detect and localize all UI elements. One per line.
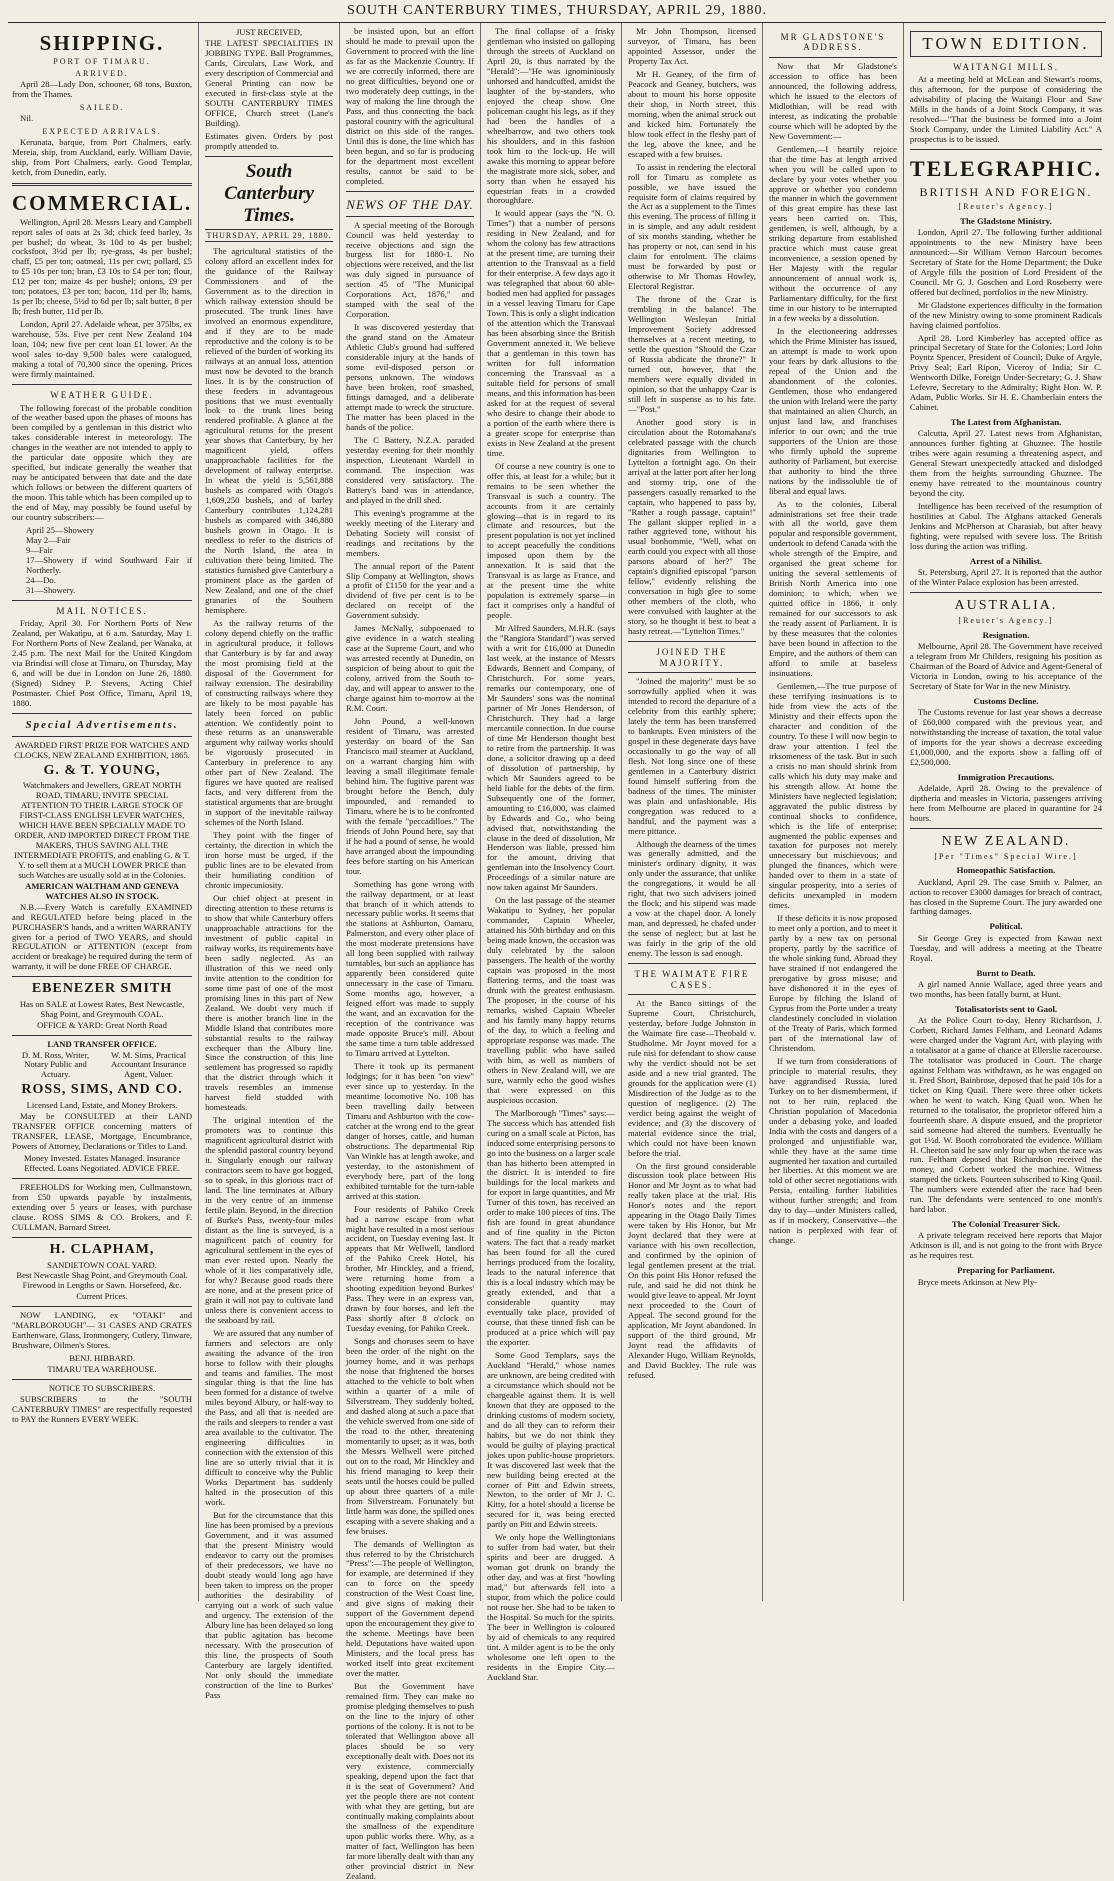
special-ads-heading: Special Advertisements. xyxy=(25,719,179,732)
news-paragraph: The final collapse of a frisky gentleman who insisted on galloping through the streets of Auckland on April 20, is thus narrated by the "Herald":—"He was ignominiously unhorsed and handcuffed, amidst the laughter of the by-standers, who enjoyed the cheap show. One policeman caught his legs, as if they had been the handles of a wheelbarrow, and two others took his shoulders, and in this fashion took him to the lock-up. He will awake this morning to appear before the magistrate more sick, sober, and sorry than when he essayed his equestrian feats in a crowded thoroughfare. xyxy=(487,26,615,206)
port-heading: PORT OF TIMARU. xyxy=(53,57,151,67)
parliament-text: Bryce meets Atkinson at New Ply- xyxy=(917,1276,1038,1287)
divider xyxy=(12,1237,192,1238)
commercial-text: Wellington, April 28. Messrs Leary and Campbell report sales of oats at 2s 3d; chick feed barley, 3s per bushel; do wheat, 3s 10d to 4s per bushel; cocksfoot, 3½d per lb; rye-grass, 4s per bushel; chaff, £5 per ton; oatmeal, 11s per cwt; pollard, £5 to £5 10s per ton; bran, £3 10s to £4 per ton; flour, £12 per ton; maize 4s per bushel; onions, £9 per ton; potatoes, £3 per ton; bacon, 11d per lb; hams, 1s per lb; cheese, 5½d to 6d per lb; salt butter, 8 per lb; fresh butter, 11d per lb. xyxy=(12,216,193,317)
clapham-ad-name: H. CLAPHAM, xyxy=(49,1242,155,1258)
news-paragraph: To assist in rendering the electoral roll for Timaru as complete as possible, we have issued the requisite form of claims required by the Act as a supplement to the Times this evening. The process of filling it in is simple, and any adult resident of six months standing, whether he has property or not, can send in his claim for enrolment. The claims must be forwarded by post or otherwise to Mr Thomas Howley, Electoral Registrar. xyxy=(627,161,756,292)
joined-majority-text: "Joined the majority" must be so sorrowfully applied when it was intended to record the departure of a celebrity from this earthly sphere; lately the term has been transferred to bankrupts. Even ministers of the gospel in these degenerate days have occasionally to go the way of all flesh. Not long since one of these gentlemen in a Canterbury district found himself suffering from the badness of the times. The minister was plain and unfashionable. His congregation was reduced to a handful, and the payment was a mere pittance. xyxy=(627,676,756,836)
waitangi-heading: WAITANGI MILLS. xyxy=(953,61,1059,72)
editorial-continued: be insisted upon, but an effort should be made to prevail upon the Government to proceed with the line as far as the Mackenzie Country. If we are correctly informed, there are no great difficulties, beyond one or two moderately deep cuttings, in the way of making the line through the Pass, and thus connecting the back pastoral country with the agricultural district on this side of the ranges. Until this is done, the line which has been begun, and so far is producing for the department most excellent results, cannot be said to be completed. xyxy=(346,26,475,186)
divider xyxy=(346,191,474,192)
joined-majority-text: Although the dearness of the times was generally admitted, and the minister's ordinary dignity, it was only under the assurance, that unlike the congregations, it would be all right, that two such advisers joined the flock; and his stipend was made a vow at the chapel door. A lonely man, and depressed, he chafed under the sense of neglect; but at last he was fairly in the grip of the old enemy. The lesson is sad enough. xyxy=(627,838,756,959)
weather-item: May 2—Fair xyxy=(26,535,71,546)
ministry-heading: The Gladstone Ministry. xyxy=(960,215,1052,226)
editorial-paragraph: They point with the finger of certainty, the direction in which the iron horse must be urged, if the public lines are to be elevated from their humiliating condition of chronic impecuniosity. xyxy=(205,830,334,891)
divider xyxy=(910,828,1102,829)
parliament-heading: Preparing for Parliament. xyxy=(957,1265,1055,1276)
land-office-partners xyxy=(12,1051,192,1081)
clapham-ad-sub: SANDIETOWN COAL YARD. xyxy=(47,1259,157,1270)
partner-left: D. M. Ross, Writer, Notary Public and Actuary. xyxy=(21,1049,90,1080)
gladstone-paragraph: As to the colonies, Liberal administrations set free their trade with all the world, gave them popular and responsible government, undertook to defend Canada with the whole strength of the Empire, and organised the great scheme for uniting the several settlements of British North America into one dominion; to which, when we quitted office in 1866, it only remained for our successors to ask the ready assent of Parliament. It is by these measures that the colonies have been bound in affection to the Empire, and the authors of them can afford to smile at baseless insinuations. xyxy=(768,498,897,678)
land-office-body: May be CONSULTED at their LAND TRANSFER OFFICE concerning matters of TRANSFER, LEASE, Mortgage, Encumbrance, Powers of Attorney, Declarations or Titles to Land. xyxy=(12,1110,193,1151)
newspaper-columns xyxy=(6,23,1108,1881)
town-edition-heading: TOWN EDITION. xyxy=(910,31,1102,57)
afghan-heading: The Latest from Afghanistan. xyxy=(950,417,1062,428)
nihilist-text: St. Petersburg, April 27. It is reported that the author of the Winter Palace explosion has been arrested. xyxy=(909,567,1103,588)
weather-list xyxy=(12,526,192,596)
australia-heading: AUSTRALIA. xyxy=(954,598,1058,614)
news-paragraph: Something has gone wrong with the railway department, or at least that branch of it which attends to necessary public works. It seems that the stations at Ashburton, Oamaru, Palmerston, and every other place of the most moderate pretensions have all long been supplied with railway turntables, but such an appliance has apparently been considered quite unnecessary in the case of Timaru. Some months ago, however, a feigned effort was made to supply the want, and an excavation for the reception of the contrivance was made opposite Bruce's mill. About the same time a turn table addressed to Timaru arrived at Lyttelton. xyxy=(346,878,475,1059)
news-paragraph: Some Good Templars, says the Auckland "Herald," whose names are unknown, are being credited with a circumstance which should not be chargeable against them. It is well known that they are opposed to the drinking customs of modern society, and do all they can to reform their habits, but we do not think they would be guilty of playing practical jokes upon public-house proprietors. It was discovered last week that the new building being erected at the corner of Pitt and Edwin streets, Newton, to the order of Mr J. C. Kitty, for a hotel should a license be secured for it, was being erected partly on Pitt and Edwin streets. xyxy=(487,1349,615,1530)
partner-right: W. M. Sims, Practical Accountant Insurance Agent, Valuer. xyxy=(110,1049,187,1080)
divider xyxy=(628,672,756,673)
sailed-label: SAILED. xyxy=(79,102,125,112)
land-office-heading: LAND TRANSFER OFFICE. xyxy=(47,1038,157,1049)
land-office-sub: Licensed Land, Estate, and Money Brokers. xyxy=(26,1099,178,1110)
divider xyxy=(12,600,192,601)
political-heading: Political. xyxy=(989,921,1023,932)
gladstone-paragraph: If these deficits it is now proposed to meet only a portion, and to meet it partly by a new tax on personal property, partly by the sacrifice of the whole sinking fund. Abroad they have strained if not endangered the prerogative by gross misuse; and have dishonored it in the eyes of Europe by filching the Island of Cyprus from the Porte under a treaty clandestinely concluded in violation of the Treaty of Paris, which formed part of the international law of Christendom. xyxy=(768,913,897,1053)
customs-text: The Customs revenue for last year shows a decrease of £60,000 compared with the previous year, and notwithstanding the increase of taxation, the total value of imports for the year shows a decrease exceeding £1,000,000, and the exports show a falling off of £2,500,000. xyxy=(909,706,1103,767)
printing-ad-text: THE LATEST SPECIALITIES IN JOBBING TYPE. Ball Programmes, Cards, Circulars, Law Work, and every description of Commercial and General Printing can now be executed in first-class style at the SOUTH CANTERBURY TIMES OFFICE, Church street (Lane's Building). xyxy=(205,37,334,128)
watch-ad-waltham: AMERICAN WALTHAM AND GENEVA WATCHES ALSO IN STOCK. xyxy=(25,880,179,901)
afghan-text: Intelligence has been received of the resumption of hostilities at Cabul. The Afghans attacked Generals Jenkins and McPherson at Charasiab, but after heavy fighting, were repulsed with severe loss. The British loss during the action was trifling. xyxy=(909,501,1103,552)
watch-ad-name: G. & T. YOUNG, xyxy=(43,762,161,778)
divider xyxy=(12,384,192,385)
news-paragraph: The annual report of the Patent Slip Company at Wellington, shows a profit of £1150 for the year and a dividend of five per cent is to be declared on receipt of the Government subsidy. xyxy=(346,560,475,621)
editorial-paragraph: The agricultural statistics of the colony afford an excellent index for the guidance of the Railway Commissioners and of the Government as to the direction in which railway extension should be prosecuted. The trunk lines have involved an enormous expenditure, and if they are to be made reproductive and the colony is to be relieved of the burden of working its railways at an annual loss, attention must now be devoted to the branch lines. It is by the construction of these feeders in advantageous positions that we must eventually look to the trunk lines being rendered profitable. A glance at the agricultural returns for the present year shows that Canterbury, by her magnificent yield, offers unapproachable facilities for the development of railway enterprise. In wheat the yield is 5,561,888 bushels as compared with Otago's 1,609,250 bushels, and of barley Canterbury contributes 1,124,281 bushels as compared with 346,880 bushels grown in Otago. It is needless to refer to the districts of the North Island, the area in cultivation there being limited. The statistics furnished give Canterbury a prominent place as the garden of New Zealand, and one of the chief granaries of the Southern hemisphere. xyxy=(205,245,334,615)
coal-ad-name: EBENEZER SMITH xyxy=(31,981,173,997)
news-paragraph: A special meeting of the Borough Council was held yesterday to receive objections and sign the burgess list for 1880-1. No objections were received, and the list was duly signed in pursuance of section 45 of "The Municipal Corporations Act, 1876," and stamped with the seal of the Corporation. xyxy=(346,219,475,320)
weather-item: 31—Showery. xyxy=(26,584,76,595)
gladstone-paragraph: In the electioneering addresses which the Prime Minister has issued, an attempt is made to work upon your fears by dark allusions to the repeal of the Union and the abandonment of the colonies. Gentlemen, those who endangered the union with Ireland were the party that maintained an alien Church, an unjust land law, and franchises inferior to our own; and the true supporters of the Union are those who firmly uphold the supreme authority of Parliament, but exercise that authority to bind the three nations by the indissoluble tie of liberal and equal laws. xyxy=(768,326,897,496)
customs-heading: Customs Decline. xyxy=(973,695,1039,706)
gladstone-heading: MR GLADSTONE'S ADDRESS. xyxy=(780,32,886,53)
burnt-heading: Burnt to Death. xyxy=(976,967,1036,978)
resignation-heading: Resignation. xyxy=(982,629,1030,640)
news-paragraph: John Pound, a well-known resident of Timaru, was arrested yesterday on board of the San Francisco mail steamer at Auckland, on a warrant charging him with leaving a small illegitimate female behind him. The fugitive parent was brought before the Bench, duly impounded, and remanded to Timaru, where he is to be confronted with the female "peccadilloes." The friends of John Pound here, say that if he had a pound of sense, he would have arranged about the impounding fees before starting on his American tour. xyxy=(346,716,475,876)
clapham-ad-body: Best Newcastle Shag Point, and Greymouth Coal. Firewood in Lengths or Sawn. Horsefeed, &c. xyxy=(16,1270,188,1291)
weather-text: The following forecast of the probable condition of the weather based upon the phases of moons has been compiled by a gentleman in this district who takes considerable interest in meteorology. The changes in the weather are not intended to apply to the particular date opposite which they are specified, but indicate generally the weather that may be anticipated between that date and the date which follows or between the different quarters of the moon. This table which has been compiled up to the end of May, may possibly be found useful by our country subscribers:— xyxy=(12,402,193,523)
notice-heading: NOTICE TO SUBSCRIBERS. xyxy=(48,1383,156,1394)
news-of-the-day-heading: NEWS OF THE DAY. xyxy=(346,196,474,212)
watch-ad-nb: N.B.—Every Watch is carefully EXAMINED and REGULATED before being placed in the PURCHASER'S hands, and a written WARRANTY given for a period of TWO YEARS, and should REGULATION or ATTENTION (except from accident or breakage) be required during the term of warranty, it will be done FREE OF CHARGE. xyxy=(12,901,193,972)
waitangi-text: At a meeting held at McLean and Stewart's rooms, this afternoon, for the purpose of considering the advisability of placing the Waitangi Flour and Saw Mills in the hands of a Joint Stock Company, it was resolved—"That the business be formed into a Joint Stock Company, under the Limited Liability Act." A prospectus is to be issued. xyxy=(909,74,1103,144)
divider xyxy=(628,994,756,995)
divider xyxy=(12,736,192,737)
divider xyxy=(12,183,192,186)
burnt-text: A girl named Annie Wallace, aged three years and two months, has been fatally burnt, at Hunt. xyxy=(909,978,1103,999)
news-paragraph: But the Government have remained firm. They can make no promise pledging themselves to push on the line to the injury of other portions of the colony. It is not to be tolerated that Wellington above all places should be so very exceptionally dealt with. Does not its very existence, commercially speaking, depend upon the fact that it is the seat of Government? And yet the people there are not content with what they are getting, but are continually making complaints about the smallness of the expenditure upon public works there. Why, as a matter of fact, Wellington has been far more liberally dealt with than any other provincial district in New Zealand. xyxy=(346,1681,475,1881)
divider xyxy=(628,641,756,642)
editorial-paragraph: Our chief object at present in directing attention to these returns is to show that while Canterbury offers unapproachable attractions for the investment of public capital in railway works, its requirements have been sadly neglected. As an illustration of this we need only invite attention to the condition for some time past of one of the most promising lines in this part of New Zealand. We doubt very much if there is another branch line in the Middle Island that contributes more substantial results to the railway exchequer than the Albury line. Since the construction of this line settlement has progressed so rapidly that the district through which it travels resembles an immense harvest field studded with homesteads. xyxy=(205,892,334,1113)
news-paragraph: Songs and choruses seem to have been the order of the night on the journey home, and it was perhaps the noise that frightened the horses attached to the vehicle to bolt when within a quarter of a mile of Silverstream. They suddenly bolted, and dashed along at such a pace that the vehicle swerved from one side of the road to the other, threatening momentarily to upset; as it was, both the Messrs Wellwell were pitched out on to the road, Mr Hinckley and his friend managing to keep their seats until the horses could be pulled up about three quarters of a mile from Silverstream. Fortunately but little harm was done, the spilled ones escaping with a severe shaking and a few bruises. xyxy=(346,1336,475,1536)
divider xyxy=(910,592,1102,593)
political-text: Sir George Grey is expected from Kawau next Tuesday, and will address a meeting at the Theatre Royal. xyxy=(909,932,1103,963)
notice-text: SUBSCRIBERS to the "SOUTH CANTERBURY TIMES" are respectfully requested to PAY the Runners EVERY WEEK. xyxy=(12,1394,193,1425)
commercial-heading: COMMERCIAL. xyxy=(12,191,193,216)
printing-ad-foot: Estimates given. Orders by post promptly attended to. xyxy=(205,130,334,151)
divider xyxy=(205,156,333,157)
masthead: SOUTH CANTERBURY TIMES, THURSDAY, APRIL 29, 1880. xyxy=(8,0,1106,23)
clapham-ad-foot: Current Prices. xyxy=(76,1291,128,1302)
news-paragraph: The demands of Wellington as thus referred to by the Christchurch "Press":—The people of Wellington, for example, are determined if they can to force on the speedy construction of the West Coast line, and give signs of making their support of the Government depend upon the encouragement they give to the scheme. Meetings have been held. Deputations have waited upon Ministers, and the local press has worked itself into great excitement over the matter. xyxy=(346,1538,475,1679)
joined-majority-heading: JOINED THE MAJORITY. xyxy=(656,647,728,668)
news-paragraph: On the last passage of the steamer Wakatipu to Sydney, her popular commander, Captain Wheeler, attained his 50th birthday and on this being made known, the occasion was duly celebrated by the saloon passengers. The health of the worthy captain was proposed in the most flattering terms, and the toast was drunk with the greatest enthusiasm. The proposer, in the course of his remarks, wished Captain Wheeler and his family many happy returns of the day, to which a feeling and appropriate response was made. The travelling public who have sailed with him, as well as numbers of others in New Zealand will, we are sure, warmly echo the good wishes that were expressed on this auspicious occasion. xyxy=(487,895,615,1105)
waimate-heading: THE WAIMATE FIRE CASES. xyxy=(634,969,750,990)
nihilist-heading: Arrest of a Nihilist. xyxy=(969,556,1043,567)
land-office-name: ROSS, SIMS, AND CO. xyxy=(21,1082,183,1098)
news-paragraph: Mr H. Geaney, of the firm of Peacock and Geaney, butchers, was about to mount his horse opposite their shop, in North street, this morning, when the animal struck out and kicked him. Fortunately the blow took effect in the fleshy part of the leg, above the knee, and he escaped with a few bruises. xyxy=(627,68,756,159)
resignation-text: Melbourne, April 28. The Government have received a telegram from Mr Childers, resigning his position as Chairman of the Board of Advice and Agent-General of Victoria in London, owing to his acceptance of the Secretary of State for War in the new Ministry. xyxy=(909,640,1103,691)
immigration-heading: Immigration Precautions. xyxy=(957,771,1055,782)
news-paragraph: The throne of the Czar is trembling in the balance! The Wellington Wesleyan Initial Improvement Society addressed themselves at a recent meeting, to settle the question "Should the Czar of Russia abdicate the throne?" It turned out, however, that the members were equally divided in opinion, so that the unhappy Czar is still left in suspense as to his fate.—"Post." xyxy=(627,294,756,414)
waimate-text: At the Banco sittings of the Supreme Court, Christchurch, yesterday, before Judge Johnston in the Waimate fire case—Theobald v. Studholme. Mr Joynt moved for a rule nisi for defendant to show cause why the verdict should not be set aside and a new trial granted. The grounds for the application were (1) Misdirection of the Judge as to the question of negligence. (2) The verdict being against the weight of evidence; and (3) the discovery of material evidence since the trial, which could not have been known before the trial. xyxy=(627,998,756,1158)
gladstone-paragraph: Gentlemen,—I heartily rejoice that the time has at length arrived when you will be called upon to declare by your votes whether you approve or whether you condemn the manner in which the government of this great empire has these last years been carried on. This, gentlemen, is well, although, by a striking departure from established practice which must cause great inconvenience, a session opened by Her Majesty with the regular announcement of annual work is, without the occurrence of any Parliamentary difficulty, for the first time in our history to be interrupted in a few weeks by a dissolution. xyxy=(768,143,897,324)
land-office-foot: Money Invested. Estates Managed. Insurance Effected. Loans Negotiated. ADVICE FREE. xyxy=(24,1153,181,1174)
treasurer-heading: The Colonial Treasurer Sick. xyxy=(951,1219,1061,1230)
newspaper-title: South Canterbury Times. xyxy=(224,160,314,226)
expected-text: Kerunata, barque, from Port Chalmers, early. Mereia, ship, from Auckland, early. William Davie, ship, from Port Chalmers, early. Good Templar, ketch, from Dunedin, early. xyxy=(12,137,193,178)
news-paragraph: Mr Alfred Saunders, M.H.R. (says the "Rangiora Standard") was served with a writ for £16,000 at Dunedin last week, at the instance of Messrs Edwards, Bennett and Company, of Christchurch. For some years, remarks our contemporary, one of Mr Saunders' sons was the nominal partner of Mr Jones Henderson, of Christchurch. They had a large mercantile connection. In due course of time Mr Henderson thought best to retire from the partnership. It was done, a solicitor drawing up a deed of dissolution of partnership, by which Mr Saunders agreed to be held liable for the debts of the firm. Subsequently one of the former, amounting to £16,000, was claimed by Edwards and Co., who being advised that, notwithstanding the clause in the deed of dissolution, Mr Henderson was liable, pressed him for the amount, driving that gentleman into the Insolvency Court. Proceedings of a similar nature are now taken against Mr Saunders. xyxy=(487,623,615,893)
watch-ad-title: AWARDED FIRST PRIZE FOR WATCHES AND CLOCKS, NEW ZEALAND EXHIBITION, 1865. xyxy=(14,739,190,760)
column-6 xyxy=(763,23,904,1601)
ministry-text: Mr Gladstone experiences difficulty in the formation of the new Ministry owing to some prominent Radicals having claimed portfolios. xyxy=(909,299,1103,330)
divider xyxy=(910,149,1102,150)
arrived-text: April 28—Lady Don, schooner, 68 tons, Buxton, from the Thames. xyxy=(12,78,193,99)
weather-item: April 25—Showery xyxy=(26,525,95,536)
news-paragraph: The Marlborough "Times" says:—The success which has attended fish curing on a small scale at Picton, has induced some enterprising persons to go into the business on a larger scale than has hitherto been attempted in the district. It is intended to fire buildings for the local markets and for export in large quantities, and Mr Turner of this town, has received an order to make 100 pieces of tins. The fish are found in great abundance and of fine quality in the Picton waters. The fact that a ready market has been found for all the cured herrings produced from the locality, leads to the natural inference that this is a local industry which may be greatly extended, and that a considerable quantity may eventually take place, provided of course, that these tinned fish can be produced at a price which will pay the exporter. xyxy=(487,1107,615,1347)
reuter-credit: [Reuter's Agency.] xyxy=(958,616,1054,626)
column-2 xyxy=(199,23,340,1700)
gladstone-paragraph: Now that Mr Gladstone's accession to office has been announced, the following address, which he issued to the electors of Midlothian, will be read with interest, as indicating the probable course which will be adopted by the New Government:— xyxy=(768,60,897,141)
divider xyxy=(12,713,192,714)
divider xyxy=(628,963,756,964)
hibbard-ad-body: NOW LANDING, ex "OTAKI" and "MARLBOROUGH"— 31 CASES AND CRATES Earthenware, Glass, Ironmongery, Cutlery, Tinware, Brushware, Oilmen's Stores. xyxy=(12,1310,193,1351)
news-paragraph: Another good story is in circulation about the Rotomahana's celebrated passage with the church dignitaries from Wellington to Lyttelton a fortnight ago. On their arrival at the latter port after her long and stormy trip, one of the passengers casually remarked to the captain, who happened to pass by, "Rather a rough passage, captain!" The gallant skipper replied in a rather aggrieved tone, without his usual bonhommie, "Well, what on earth could you expect with all those parsons aboard of her?" The captain's dignified episcopal "parson fellow," evidently relishing the conversation in high glee to some other members of the cloth, who were convulsed with laughter at the story, so he thought it best to beat a hasty retreat.—"Lyttelton Times." xyxy=(627,416,756,637)
column-4 xyxy=(481,23,622,1682)
news-paragraph: James McNally, subpoenaed to give evidence in a watch stealing case at the Supreme Court, and who was arrested recently at Dunedin, on suspicion of being about to quit the colony, arrived from the South to-day, and will appear to answer to the charge against him to-morrow at the R.M. Court. xyxy=(346,623,475,714)
news-paragraph: It was discovered yesterday that the grand stand on the Amateur Athletic Club's ground had suffered considerable injury at the hands of some evil-disposed person or persons unknown. The windows have been broken, roof smashed, fittings damaged, and a deliberate attempt made to wreck the structure. The matter has been placed in the hands of the police. xyxy=(346,322,475,432)
column-1 xyxy=(6,23,199,1601)
coal-ad-office: OFFICE & YARD: Great North Road xyxy=(37,1019,167,1030)
special-wire-credit: [Per "Times" Special Wire.] xyxy=(934,852,1078,862)
news-paragraph: Four residents of Pahiko Creek had a narrow escape from what might have resulted in a most serious accident, on Tuesday evening last. It appears that Mr Wellwell, landlord of the Pahiko Creek Hotel, his brother, Mr Hinckley, and a friend, were returning home from a shooting expedition beyond Burkes' Pass. They were in an express van, drawn by four horses, and left the Pass shortly after 8 o'clock on Tuesday evening, for Pahiko Creek. xyxy=(346,1203,475,1334)
weather-item: 24—Do. xyxy=(26,574,56,585)
homeopathic-text: Auckland, April 29. The case Smith v. Palmer, an action to recover £3000 damages for breach of contract, has closed in the Supreme Court. The jury awarded one farthing damages. xyxy=(909,876,1103,917)
divider xyxy=(12,1035,192,1036)
weather-item: 17—Showery if wind Southward Fair if Northerly. xyxy=(26,555,193,575)
totalisator-text: At the Police Court to-day, Henry Richardson, J. Corbett, Richard James Feltham, and Leonard Adams were charged under the Vagrant Act, with playing with a totalisator at a game of chance at Ellerslie racecourse. The totalisator was produced in Court. The charge against Feltham was withdrawn, as he was engaged on it. Fred Short, Bainbrose, deposed that he paid 10s for a ticket on King Quail. There were three other tickets when he went to watch. King Quail won. When he returned to the totalisator, the proprietor offered him a fourteenth share. A dispute ensued, and the proprietor said someone had altered the numbers. Eventually he got 1½d. W. Booth corroborated the evidence. William H. Cheeton said he saw only four up when the race was run. Feltham deposed that Richardson received the money, and Corbett worked the machine. Witness stamped the tickets. Fourteen subscribed to King Quail. The numbers were extended after the race had been run. The defendants were sentenced to one month's hard labor. xyxy=(909,1014,1103,1215)
weather-item: 9—Fair xyxy=(26,545,53,556)
waimate-text: On the first ground considerable discussion took place between His Honor and Mr Joynt as to what had really taken place at the trial. His Honor's notes and the report appearing in the Otago Daily Times were taken by His Honor, but Mr Joynt declared that they were at variance with his own recollection, and confirmed by the opinion of legal gentlemen present at the trial. On this point His Honor refused the rule, and said he did not think he would give leave to appeal. Mr Joynt next proceeded to the Court of Appeal. The second ground for the application, Mr Joynt abandoned. In support of the third ground, Mr Joynt read the affidavits of Alexander Hugo, William Reynolds, and David Buckley. The rule was refused. xyxy=(627,1160,756,1380)
ministry-text: London, April 27. The following further additional appointments to the new Ministry have been announced:—Sir William Vernon Harcourt becomes Secretary of State for the Home Department; the Duke of Argyle fills the position of Lord President of the Council. Mr G. J. Goschen and Lord Roseberry were offered but declined, portfolios in the new Ministry. xyxy=(909,226,1103,297)
divider xyxy=(12,1379,192,1380)
immigration-text: Adelaide, April 28. Owing to the prevalence of diptheria and measles in Victoria, passengers arriving here from Melbourne are placed in quarantine for 24 hours. xyxy=(909,783,1103,823)
divider xyxy=(12,1178,192,1179)
treasurer-text: A private telegram received here reports that Major Atkinson is ill, and is not going to the front with Bryce as he requires rest. xyxy=(909,1230,1103,1261)
divider xyxy=(769,57,897,58)
column-5 xyxy=(622,23,763,1601)
watch-ad-body: Watchmakers and Jewellers, GREAT NORTH ROAD, TIMARU, INVITE SPECIAL ATTENTION TO THEIR LARGE STOCK OF FIRST-CLASS ENGLISH LEVER WATCHES, WHICH HAVE BEEN SPECIALLY MADE TO ORDER, AND IMPORTED DIRECT FROM THE MAKERS, THUS SAVING ALL THE INTERMEDIATE PROFITS, and enabling G. & T. Y. to sell them at a MUCH LOWER PRICE than such Watches are usually sold at in the Colonies. xyxy=(13,779,191,880)
editorial-paragraph: The original intention of the promoters was to continue this magnificent agricultural district with the splendid pastoral country beyond it. Singularly enough our railway contractors seem to have got bogged, so to speak, in this glorious tract of land. The line terminates at Albury in the very centre of an immense fertile plain. Beyond, in the direction of Burke's Pass, twenty-four miles distant as the line is surveyed, is a magnificent patch of country for agricultural settlement in the eyes of man ever rested upon. Nearly the whole of it lies comparatively idle, for why? Because good roads there are none, and at the present price of grain it will not pay to cultivate land unless there is convenient access to the seaboard by rail. xyxy=(205,1115,334,1325)
expected-label: EXPECTED ARRIVALS. xyxy=(42,127,162,137)
totalisator-heading: Totalisatorists sent to Gaol. xyxy=(954,1003,1058,1014)
london-text: London, April 27. Adelaide wheat, per 375lbs, ex warehouse, 53s. Five per cent New Zealand 104 loan, 104; new five per cent loan £1 lower. At the wool sales to-day 9,500 bales were catalogued, making a total of 70,300 since the opening. Prices were firmly maintained. xyxy=(12,319,193,380)
news-paragraph: This evening's programme at the weekly meeting of the Literary and Debating Society will consist of readings and recitations by the members. xyxy=(346,507,475,558)
news-paragraph: There it took up its permanent lodgings; for it has been "on view" ever since up to yesterday. In the meantime locomotive No. 108 has been travelling daily between Timaru and Ashburton with the cow-catcher at the wrong end to the great danger of horses, cattle, and human obstructions. The departmental Rip Van Winkle has at length awoke, and yesterday, to the astonishment of everybody here, part of the long exhibited turntable for the turn-table arrived at this station. xyxy=(346,1061,475,1201)
news-paragraph: The C Battery, N.Z.A. paraded yesterday evening for their monthly inspection, Lieutenant Wardell in command. The inspection was considered very satisfactory. The Battery's band was in attendance, and played in the drill shed. xyxy=(346,434,475,505)
freeholds-ad: FREEHOLDS for Working men, Cullmanstown, from £50 upwards payable by instalments, extending over 5 years or leases, with purchase clause. ROSS SIMS & CO. Brokers, and F. CULLMAN, Barnard Street. xyxy=(12,1182,193,1233)
homeopathic-heading: Homeopathic Satisfaction. xyxy=(956,865,1056,876)
editorial-paragraph: But for the circumstance that this line has been promised by a previous Government, and it was assumed that the present Ministry would endeavor to carry out the promises of their predecessors, we have no doubt steady would long ago have been taken to impress on the proper authorities the desirability of carrying out a work of such value and urgency. The extension of the Albury line has been delayed so long that public agitation has become necessary. With the prosecution of this line, the prospects of South Canterbury are largely identified. Not only should the immediate construction of the line to Burkes' Pass xyxy=(205,1510,334,1700)
ministry-text: April 28. Lord Kimberley has accepted office as principal Secretary of State for the Colonies; Lord John Poyntz Spencer, President of Council; Duke of Argyle, Privy Seal; Earl Ripon, Viceroy of India; Sir C. Wentworth Dilke, Foreign Under-Secretary; G. J. Shaw Lefevre, Secretary to the Admiralty; Right Hon. W. P. Adam, Public Works. Sir H. E. Chamberlain enters the Cabinet. xyxy=(909,332,1103,413)
coal-ad-body: Has on SALE at Lowest Rates, Best Newcastle, Shag Point, and Greymouth COAL. xyxy=(19,998,185,1019)
gladstone-paragraph: If we turn from considerations of principle to material results, they have aggrandised Russia, lured Turkey on to her dismemberment, if not to her ruin, replaced the Christian population of Macedonia under a debasing yoke, and loaded India with the costs and dangers of a prolonged and unjustifiable war, while they have at the same time augmented her taxation and curtailed her liberties. At this moment we are told of other secret negotiations with Persia, entailing further liabilities without further strength; and from day to day—under Ministers called, as if in mockery, Conservative—the nation is perplexed with fear of change. xyxy=(768,1055,897,1246)
hibbard-ad-name: BENJ. HIBBARD. xyxy=(69,1353,135,1364)
news-paragraph: We only hope the Wellingtonians to suffer from bad water, but their spirits and beer are drugged. A woman got drunk on brandy the other day, and was at first "howling mad," but afterwards fell into a stupor, from which the police could not rouse her. She had to be taken to the Hospital. So much for the spirits. The beer in Wellington is coloured by aid of chemicals to any required tint. A milder agent is to be the only wholesome one left open to the residents in the Empire City.—Auckland Star. xyxy=(487,1532,615,1682)
weather-heading: WEATHER GUIDE. xyxy=(50,390,154,401)
editorial-paragraph: As the railway returns of the colony depend chiefly on the traffic in agricultural produce, it follows that Canterbury is by far and away the most promising field at the disposal of the Government for railway extension. The desirability of constructing railways where they are likely to be most payable has lately been forced on public attention. We confidently point to these returns as an unanswerable argument why railway works should be vigorously prosecuted in Canterbury in preference to any other part of New Zealand. The figures we have quoted are realised facts, and very different from the statistical arguments that are brought in support of the inevitable railway schemes of the North Island. xyxy=(205,617,334,828)
printing-ad-heading: JUST RECEIVED, xyxy=(235,27,303,37)
mail-heading: MAIL NOTICES. xyxy=(56,605,148,616)
dateline: THURSDAY, APRIL 29, 1880. xyxy=(205,229,333,242)
mail-text: Friday, April 30. For Northern Ports of New Zealand, per Wakatipu, at 6 a.m. Saturday, May 1. For Northern Ports of New Zealand, per Wanaka, at 2.45 p.m. The next Mail for the United Kingdom via Brindisi will close at Timaru, on Thursday, May 6, and will be due in London on June 26, 1880. (Signed) Sidney P. Stevens, Acting Chief Postmaster. Chief Post Office, Timaru, April 19, 1880. xyxy=(12,618,193,709)
sailed-text: Nil. xyxy=(20,113,34,124)
gladstone-paragraph: Gentlemen,—The true purpose of these terrifying insinuations is to hide from view the acts of the Ministry and their effects upon the character and condition of the country. To these I will now begin to draw your attention. I feel the irksomeness of the task. But in such a crisis no man should shrink from calls which his duty may make and his strength allow. At home the Ministers have neglected legislation; aggravated the public distress by continual shocks to confidence, which is the life of enterprise; augmented the public expenses and taxation for purposes not merely unnecessary but mischievous; and plunged the finances, which were handed over to them in a state of singular prosperity, into a series of deficits unexampled in modern times. xyxy=(768,680,897,911)
afghan-text: Calcutta, April 27. Latest news from Afghanistan, announces further fighting at Ghuznee. The hostile tribes were again resuming a threatening aspect, and General Stewart unexpectedly attacked and dislodged them from the heights surrounding Ghuznee. The enemy have retreated to the mountainous country beyond the city. xyxy=(909,428,1103,499)
british-foreign-heading: BRITISH AND FOREIGN. xyxy=(919,185,1093,200)
shipping-heading: SHIPPING. xyxy=(39,31,165,55)
hibbard-ad-foot: TIMARU TEA WAREHOUSE. xyxy=(47,1364,157,1375)
new-zealand-heading: NEW ZEALAND. xyxy=(941,833,1071,849)
editorial-paragraph: We are assured that any number of farmers and selectors are only awaiting the advance of the iron horse to follow with their ploughs and teams and families. The most singular thing is that the line has been formed for a distance of twelve miles beyond Albury, or half-way to the Pass, and all that is needed are the rails and sleepers to render a vast area available to the cultivator. The engineering difficulties in connection with the extension of this line are so utterly trivial that it is difficult to conceive why the Public Works Department has suddenly halted in the prosecution of this work. xyxy=(205,1327,334,1508)
news-paragraph: It would appear (says the "N. O. Times") that a number of persons residing in New Zealand, and for whom the colony has few attractions at the present time, are turning their attention to the Transvaal as a field for their enterprise. A few days ago it was telegraphed that about 60 able-bodied men had applied for passages in a vessel leaving Timaru for Cape Town. This is only a slight indication of the attention which the Transvaal has been absorbing since the British Government annexed it. We believe that a gentleman in this town has written for full information concerning the Transvaal as a suitable field for persons of small means, and this information has been asked for at the request of several who desire to change their abode to a portion of the earth where there is a greater scope for enterprise than exists in New Zealand at the present time. xyxy=(487,208,615,458)
divider xyxy=(12,976,192,977)
column-7 xyxy=(904,23,1108,1601)
telegraphic-heading: TELEGRAPHIC. xyxy=(909,155,1103,181)
news-paragraph: Of course a new country is one to offer this, at least for a while; but it remains to be seen whether the Transvaal is such a country. The accounts from it are certainly glowing—that is in regard to its climate and resources, but the present population is not yet inclined to accept peacefully the conditions imposed upon them by the annexation. It is said that the Transvaal is as large as France, and at the present time the white population is extremely sparse—in fact it comprises only a handful of people. xyxy=(487,460,615,621)
arrived-label: ARRIVED. xyxy=(75,68,129,78)
divider xyxy=(12,1306,192,1307)
reuter-credit: [Reuter's Agency.] xyxy=(958,202,1054,212)
column-3 xyxy=(340,23,481,1881)
divider xyxy=(346,216,474,217)
news-paragraph: Mr John Thompson, licensed surveyor, of Timaru, has been appointed Assessor, under the Property Tax Act. xyxy=(627,26,756,66)
